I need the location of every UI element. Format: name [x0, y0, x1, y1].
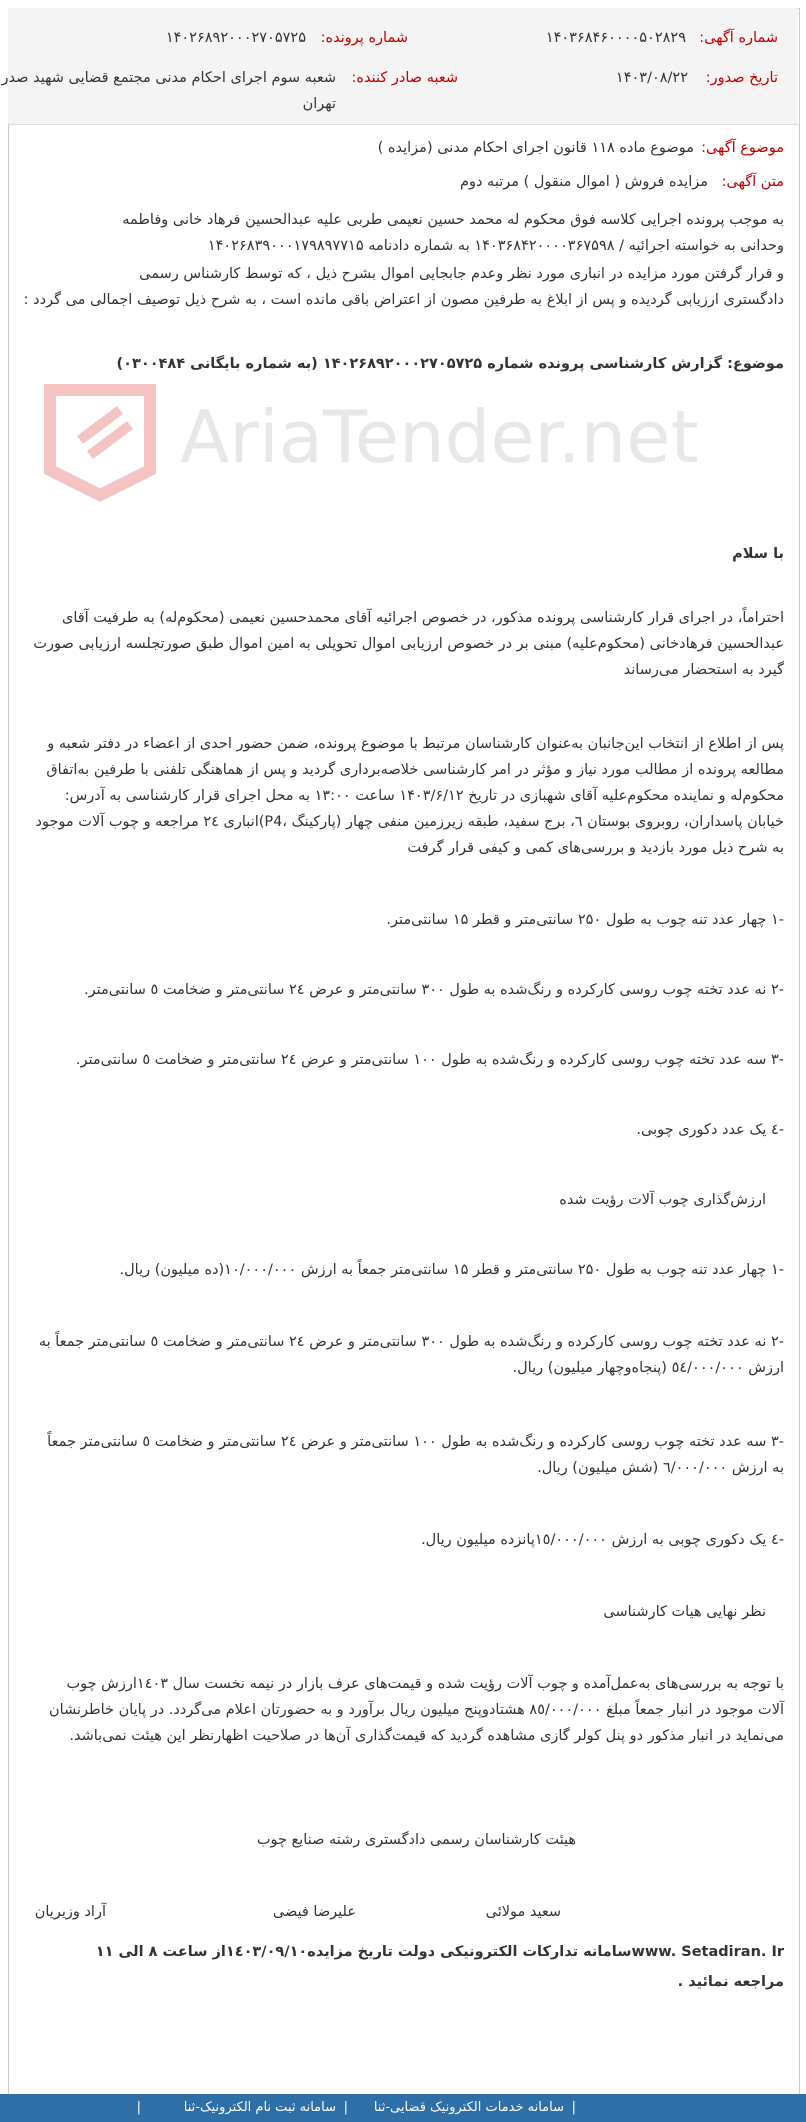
footer-sep-3: | [136, 2100, 141, 2115]
signer-2: علیرضا فیضی [272, 1904, 356, 1920]
footer-link-sana-services[interactable]: سامانه خدمات الکترونیک قضایی-ثنا [373, 2100, 564, 2115]
issuer-value: شعبه سوم اجرای احکام مدنی مجتمع قضایی شهید صدر [1, 70, 336, 86]
setadiran-notice-line2: مراجعه نمائید . [677, 1974, 784, 1990]
ad-number-label: شماره آگهی: [699, 30, 778, 46]
report-p1-line2: عبدالحسین فرهادخانی (محکوم‌علیه) مبنی بر در خصوص ارزیابی اموال تحویلی به امین اموال طبق صورتجلسه ارزیابی صورت [33, 636, 784, 652]
report-p1-line1: احتراماً، در اجرای قرار کارشناسی پرونده مذکور، در خصوص اجرائیه آقای محمدحسین نعیمی (محکوم‌له) به طرفیت آقای [61, 610, 784, 626]
footer-bar [0, 2094, 806, 2122]
report-title: موضوع: گزارش کارشناسی پرونده شماره ۱۴۰۲۶۸۹۲۰۰۰۲۷۰۵۷۲۵ (به شماره بایگانی ۰۳۰۰۴۸۴) [116, 356, 784, 372]
setadiran-notice-line1: www. Setadiran. Irسامانه تدارکات الکترونیکی دولت تاریخ مزایده۱٤۰۳/۰۹/۱۰از ساعت ۸ الی ۱۱ [95, 1944, 784, 1960]
valuation-item-4: -٤ یک دکوری چوبی به ارزش ۱٥/۰۰۰/۰۰۰پانزده میلیون ریال. [421, 1532, 784, 1548]
inventory-item-2: -۲ نه عدد تخته چوب روسی کارکرده و رنگ‌شده به طول ۳۰۰ سانتی‌متر و عرض ٢٤ سانتی‌متر و ضخامت ٥ سانتی‌متر. [84, 982, 784, 998]
report-greeting: با سلام [732, 546, 784, 562]
issue-date-value: ۱۴۰۳/۰۸/۲۲ [615, 70, 688, 86]
valuation-item-3-line2: به ارزش ٦/۰۰۰/۰۰۰ (شش میلیون) ریال. [537, 1460, 784, 1476]
intro-line-4: دادگستری ارزیابی گردیده و پس از ابلاغ به طرفین مصون از اعتراض باقی مانده است ، به شرح ذیل توصیف اجمالی می گردد : [23, 292, 784, 308]
valuation-item-1: -۱ چهار عدد تنه چوب به طول ۲۵۰ سانتی‌متر و قطر ۱۵ سانتی‌متر جمعاً به ارزش ۱۰/۰۰۰/۰۰۰(ده میلیون) ریال. [119, 1262, 784, 1278]
valuation-item-2-line2: ارزش ٥٤/۰۰۰/۰۰۰ (پنجاه‌وچهار میلیون) ریال. [512, 1360, 784, 1376]
valuation-item-3-line1: -۳ سه عدد تخته چوب روسی کارکرده و رنگ‌شده به طول ۱۰۰ سانتی‌متر و عرض ٢٤ سانتی‌متر و ضخامت ٥ سانتی‌متر جمعاً [47, 1434, 784, 1450]
issue-date-label: تاریخ صدور: [705, 70, 778, 86]
text-value: مزایده فروش ( اموال منقول ) مرتبه دوم [460, 174, 708, 190]
ariatender-watermark-logo [40, 370, 699, 500]
valuation-item-2-line1: -۲ نه عدد تخته چوب روسی کارکرده و رنگ‌شده به طول ۳۰۰ سانتی‌متر و عرض ٢٤ سانتی‌متر و ضخامت ٥ سانتی‌متر جمعاً به [38, 1334, 784, 1350]
final-opinion-line3: می‌نماید در انبار مذکور دو پنل کولر گازی مشاهده گردید که قیمت‌گذاری آن‌ها در صلاحیت اظهارنظر این هیئت نمی‌باشد. [69, 1728, 784, 1744]
report-p1-line3: گیرد به استحضار می‌رساند [623, 662, 784, 678]
inventory-item-3: -۳ سه عدد تخته چوب روسی کارکرده و رنگ‌شده به طول ۱۰۰ سانتی‌متر و عرض ٢٤ سانتی‌متر و ضخامت ٥ سانتی‌متر. [75, 1052, 784, 1068]
text-label: متن آگهی: [721, 174, 784, 190]
final-opinion-line1: با توجه به بررسی‌های به‌عمل‌آمده و چوب آلات رؤیت شده و قیمت‌های عرف بازار در نیمه نخست سال ۱٤۰۳ارزش چوب [66, 1676, 784, 1692]
subject-label: موضوع آگهی: [701, 140, 784, 156]
signer-3: آراد وزیریان [34, 1904, 106, 1920]
final-opinion-line2: آلات موجود در انبار جمعاً مبلغ ۸٥/۰۰۰/۰۰۰ هشتادوپنج میلیون ریال برآورد و به حضورتان اعلام می‌گردد. در پایان خاطرنشان [49, 1702, 784, 1718]
subject-value: موضوع ماده ۱۱۸ قانون اجرای احکام مدنی (مزایده ) [377, 140, 694, 156]
report-p2-line5: به شرح ذیل مورد بازدید و بررسی‌های کمی و کیفی قرار گرفت [407, 840, 784, 856]
report-p2-line3: محکوم‌له و نماینده محکوم‌علیه آقای شهبازی در تاریخ ۱۴۰۳/۶/۱۲ ساعت ۱۳:۰۰ به محل اجرای قرار کارشناسی به آدرس: [64, 788, 784, 804]
report-p2-line4: خیابان پاسداران، روبروی بوستان ٦، برج سفید، طبقه زیرزمین منفی چهار (پارکینگ ،P4)انباری ٢٤ مراجعه و چوب آلات موجود [35, 814, 784, 830]
case-number-value: ۱۴۰۲۶۸۹۲۰۰۰۲۷۰۵۷۲۵ [165, 30, 306, 46]
expert-panel-title: هیئت کارشناسان رسمی دادگستری رشته صنایع چوب [256, 1832, 576, 1848]
ad-number-value: ۱۴۰۳۶۸۴۶۰۰۰۰۵۰۲۸۲۹ [545, 30, 686, 46]
case-number-label: شماره پرونده: [320, 30, 408, 46]
footer-sep-1: | [571, 2100, 576, 2115]
notice-header [8, 8, 798, 125]
issuer-value-line2: تهران [302, 96, 336, 112]
inventory-item-1: -۱ چهار عدد تنه چوب به طول ۲۵۰ سانتی‌متر و قطر ۱۵ سانتی‌متر. [386, 912, 784, 928]
intro-line-3: و قرار گرفتن مورد مزایده در انباری مورد نظر وعدم جابجایی اموال بشرح ذیل ، که توسط کارشناس رسمی [139, 266, 784, 282]
valuation-title: ارزش‌گذاری چوب آلات رؤیت شده [559, 1192, 766, 1208]
intro-line-1: به موجب پرونده اجرایی کلاسه فوق محکوم له محمد حسین نعیمی طربی علیه عبدالحسین فرهاد خانی وفاطمه [122, 212, 784, 228]
report-p2-line1: پس از اطلاع از انتخاب این‌جانبان به‌عنوان کارشناسان مرتبط با موضوع پرونده، ضمن حضور احدی از اعضاء در دفتر شعبه و [47, 736, 784, 752]
inventory-item-4: -٤ یک عدد دکوری چوبی. [636, 1122, 784, 1138]
intro-line-2: وحدانی به خواسته اجرائیه / ۱۴۰۳۶۸۴۲۰۰۰۰۳۶۷۵۹۸ به شماره دادنامه ۱۴۰۲۶۸۳۹۰۰۰۱۷۹۸۹۷۷۱۵ [207, 238, 784, 254]
footer-link-sana-registration[interactable]: سامانه ثبت نام الکترونیک-ثنا [183, 2100, 336, 2115]
final-opinion-title: نظر نهایی هیات کارشناسی [603, 1604, 766, 1620]
watermark-brand-text: AriaTender.net [180, 395, 699, 479]
footer-sep-2: | [343, 2100, 348, 2115]
report-p2-line2: مطالعه پرونده از مطالب مورد نیاز و مؤثر در امر کارشناسی خلاصه‌برداری گردید و پس از هماهنگی تلفنی با طرفین به‌اتفاق [46, 762, 784, 778]
issuer-label: شعبه صادر کننده: [351, 70, 458, 86]
signer-1: سعید مولائی [485, 1904, 561, 1920]
